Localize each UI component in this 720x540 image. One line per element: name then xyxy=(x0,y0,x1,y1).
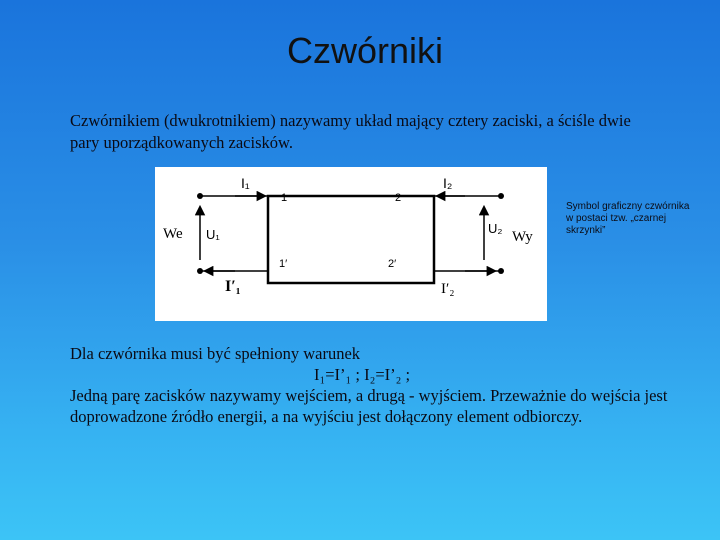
label-i2-prime: I′₂ xyxy=(441,281,455,297)
intro-paragraph: Czwórnikiem (dwukrotnikiem) nazywamy układ mający cztery zaciski, a ściśle dwie pary uporządkowanych zacisków. xyxy=(70,111,631,152)
label-terminal-2-prime: 2′ xyxy=(388,258,397,270)
label-terminal-2: 2 xyxy=(395,192,402,204)
label-u1: U₁ xyxy=(206,227,220,242)
label-output: Wy xyxy=(512,229,533,245)
black-box xyxy=(268,196,434,283)
terminal-2-prime xyxy=(498,268,504,274)
condition-text: Dla czwórnika musi być spełniony warunek xyxy=(70,344,361,363)
body-text xyxy=(70,343,670,427)
terminal-1-prime xyxy=(197,268,203,274)
terminal-1 xyxy=(197,193,203,199)
figure-caption: Symbol graficzny czwórnika w postaci tzw. „czarnej skrzynki” xyxy=(566,201,690,236)
label-i2: I₂ xyxy=(443,175,453,191)
label-terminal-1: 1 xyxy=(281,192,288,204)
label-u2: U₂ xyxy=(488,221,503,236)
terminal-2 xyxy=(498,193,504,199)
two-port-diagram xyxy=(155,167,547,321)
label-terminal-1-prime: 1′ xyxy=(279,258,288,270)
slide-title: Czwórniki xyxy=(286,30,444,71)
two-port-svg xyxy=(155,167,547,321)
label-input: We xyxy=(163,226,183,242)
label-i1: I₁ xyxy=(241,175,250,191)
description-text: Jedną parę zacisków nazywamy wejściem, a drugą - wyjściem. Przeważnie do wejścia jest doprowadzone źródło energii, a na wyjściu jest dołączony element odbiorczy. xyxy=(70,386,668,426)
label-i1-prime: I′₁ xyxy=(225,278,241,295)
formula-text: I₁=I’₁ ; I₂=I’₂ ; xyxy=(314,365,411,384)
